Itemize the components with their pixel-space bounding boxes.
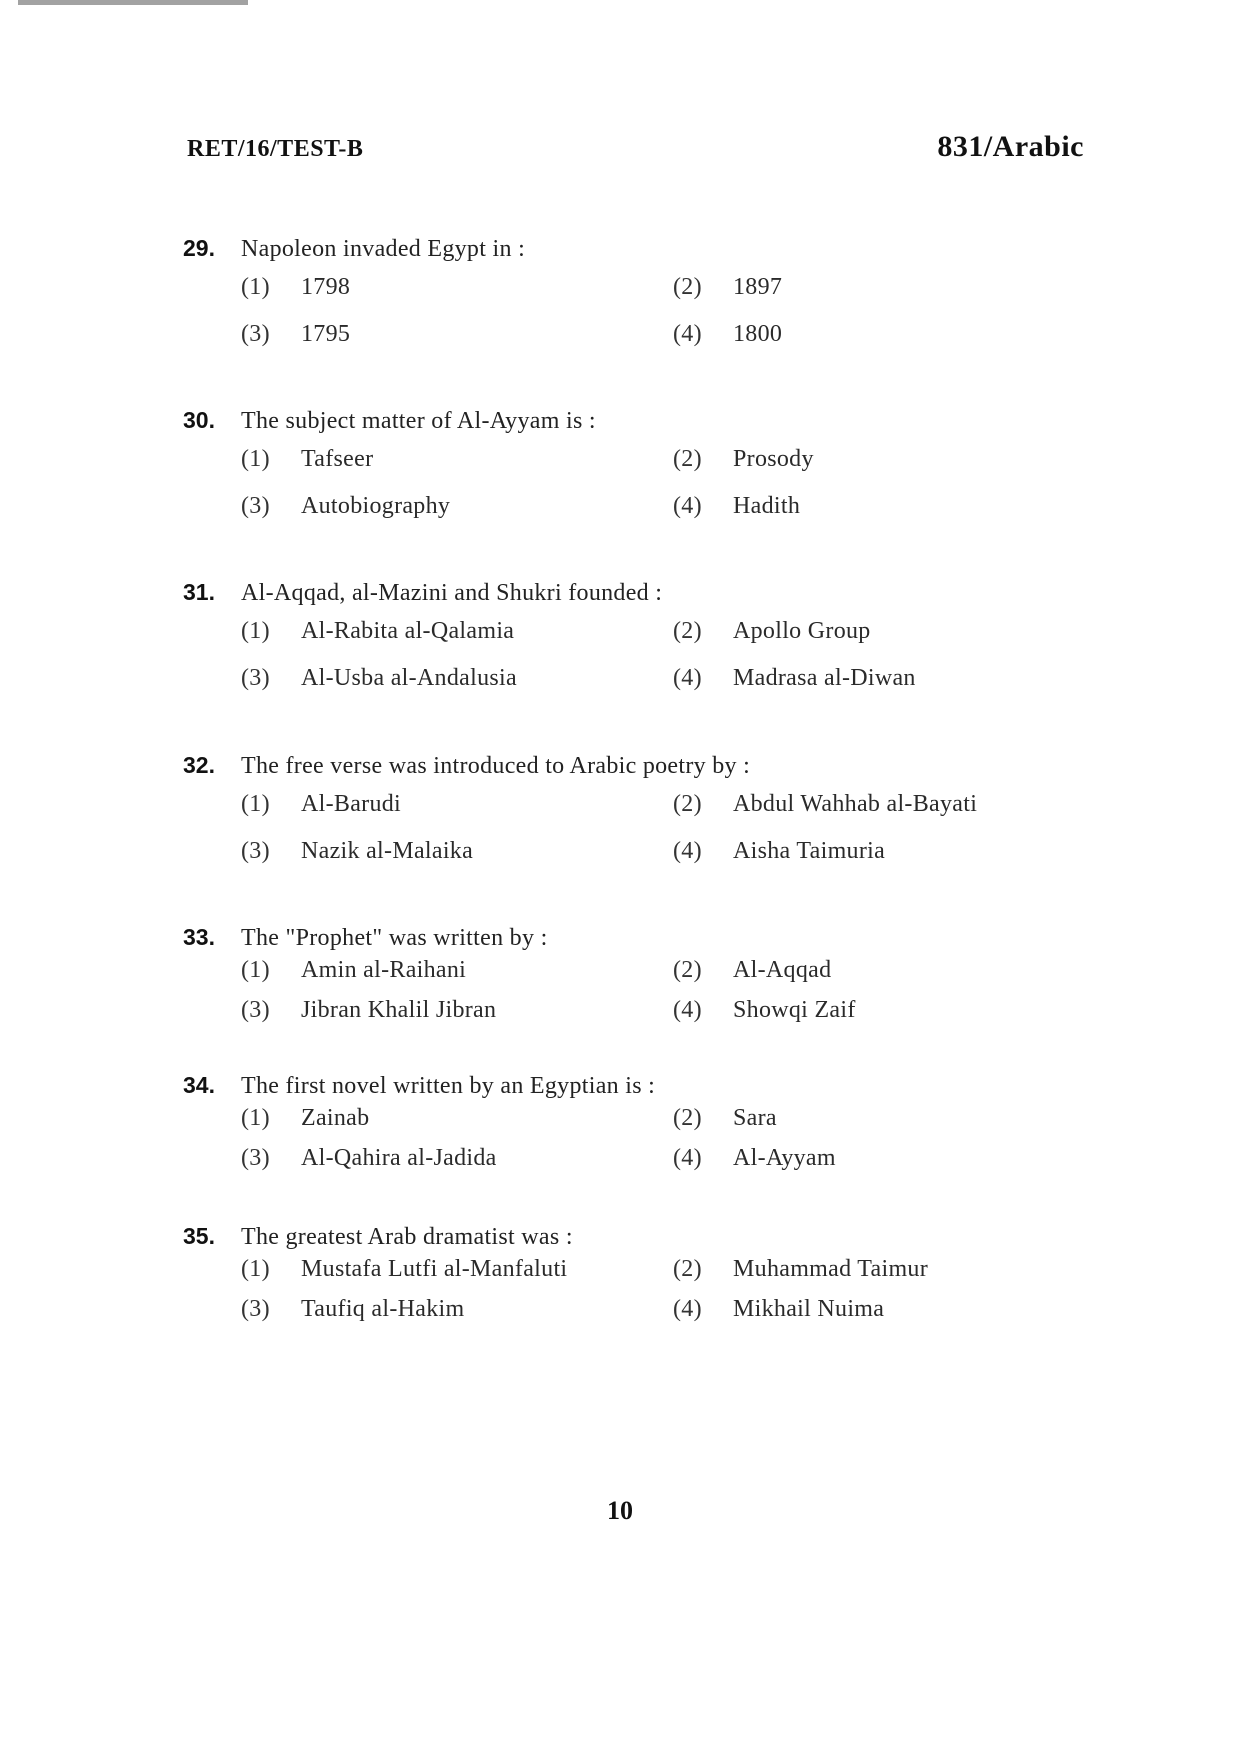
question-33: [183, 917, 1083, 1037]
option-3: [241, 1145, 673, 1185]
option-text: Al-Aqqad: [733, 957, 832, 983]
option-label: (3): [241, 997, 270, 1023]
option-label: (2): [673, 957, 702, 983]
option-text: Amin al-Raihani: [301, 957, 467, 983]
option-label: (1): [241, 1105, 270, 1131]
option-text: 1795: [301, 321, 351, 347]
option-4: [673, 838, 885, 878]
option-label: (1): [241, 1256, 270, 1282]
question-number: 29.: [183, 235, 215, 261]
option-2: [673, 1256, 928, 1296]
option-label: (2): [673, 1105, 702, 1131]
option-text: Al-Barudi: [301, 791, 402, 817]
option-3: [241, 321, 673, 361]
option-3: [241, 1296, 673, 1336]
question-number: 31.: [183, 579, 215, 605]
question-number: 32.: [183, 752, 215, 778]
question-number: 33.: [183, 924, 215, 950]
option-1: [241, 274, 673, 321]
test-code: RET/16/TEST-B: [187, 136, 364, 162]
option-label: (4): [673, 493, 702, 519]
option-3: [241, 665, 673, 705]
option-1: [241, 791, 673, 838]
option-text: Al-Usba al-Andalusia: [301, 665, 517, 691]
option-label: (2): [673, 446, 702, 472]
subject-code: 831/Arabic: [937, 130, 1084, 163]
option-text: Jibran Khalil Jibran: [301, 997, 497, 1023]
option-label: (3): [241, 493, 270, 519]
option-2: [673, 446, 814, 493]
question-text: The subject matter of Al-Ayyam is :: [241, 408, 596, 434]
option-text: Muhammad Taimur: [733, 1256, 929, 1282]
option-text: Al-Qahira al-Jadida: [301, 1145, 497, 1171]
option-4: [673, 1296, 884, 1336]
option-label: (3): [241, 1145, 270, 1171]
option-label: (4): [673, 997, 702, 1023]
option-text: Abdul Wahhab al-Bayati: [733, 791, 978, 817]
option-2: [673, 274, 782, 321]
option-text: Sara: [733, 1105, 777, 1131]
option-text: Autobiography: [301, 493, 451, 519]
scan-artifact: [18, 0, 248, 5]
option-label: (2): [673, 274, 702, 300]
option-text: Madrasa al-Diwan: [733, 665, 916, 691]
option-label: (3): [241, 665, 270, 691]
option-label: (3): [241, 321, 270, 347]
question-number: 30.: [183, 407, 215, 433]
option-label: (2): [673, 1256, 702, 1282]
option-3: [241, 997, 673, 1037]
option-label: (3): [241, 1296, 270, 1322]
question-34: [183, 1065, 1083, 1185]
option-4: [673, 493, 800, 533]
option-1: [241, 446, 673, 493]
option-label: (1): [241, 618, 270, 644]
option-label: (4): [673, 1145, 702, 1171]
option-text: Zainab: [301, 1105, 370, 1131]
option-label: (1): [241, 791, 270, 817]
option-label: (4): [673, 321, 702, 347]
option-4: [673, 321, 782, 361]
option-text: Mikhail Nuima: [733, 1296, 885, 1322]
question-text: Al-Aqqad, al-Mazini and Shukri founded :: [241, 580, 663, 606]
option-text: Tafseer: [301, 446, 374, 472]
option-label: (1): [241, 957, 270, 983]
option-text: Mustafa Lutfi al-Manfaluti: [301, 1256, 568, 1282]
option-text: 1897: [733, 274, 783, 300]
option-label: (4): [673, 1296, 702, 1322]
option-label: (2): [673, 791, 702, 817]
option-label: (3): [241, 838, 270, 864]
option-label: (1): [241, 274, 270, 300]
question-number: 35.: [183, 1223, 215, 1249]
option-2: [673, 618, 871, 665]
option-text: Aisha Taimuria: [733, 838, 886, 864]
option-2: [673, 791, 977, 838]
option-1: [241, 1105, 673, 1145]
option-text: 1798: [301, 274, 351, 300]
option-4: [673, 665, 916, 705]
question-text: The greatest Arab dramatist was :: [241, 1224, 573, 1250]
option-2: [673, 1105, 777, 1145]
question-30: [183, 400, 1083, 533]
option-text: Apollo Group: [733, 618, 871, 644]
question-text: The "Prophet" was written by :: [241, 925, 548, 951]
option-3: [241, 493, 673, 533]
option-1: [241, 618, 673, 665]
option-text: Al-Rabita al-Qalamia: [301, 618, 515, 644]
question-text: The first novel written by an Egyptian is :: [241, 1073, 656, 1099]
option-text: Showqi Zaif: [733, 997, 856, 1023]
question-text: The free verse was introduced to Arabic poetry by :: [241, 753, 751, 779]
option-text: Al-Ayyam: [733, 1145, 836, 1171]
question-32: [183, 745, 1083, 878]
option-text: 1800: [733, 321, 783, 347]
question-text: Napoleon invaded Egypt in :: [241, 236, 526, 262]
option-text: Hadith: [733, 493, 801, 519]
page-number: 10: [607, 1496, 633, 1525]
option-label: (4): [673, 838, 702, 864]
option-4: [673, 1145, 836, 1185]
question-29: [183, 228, 1083, 361]
option-text: Nazik al-Malaika: [301, 838, 474, 864]
option-label: (4): [673, 665, 702, 691]
option-1: [241, 1256, 673, 1296]
option-3: [241, 838, 673, 878]
question-number: 34.: [183, 1072, 215, 1098]
option-label: (1): [241, 446, 270, 472]
option-1: [241, 957, 673, 997]
question-31: [183, 572, 1083, 705]
question-35: [183, 1216, 1083, 1336]
option-text: Taufiq al-Hakim: [301, 1296, 465, 1322]
option-label: (2): [673, 618, 702, 644]
option-2: [673, 957, 831, 997]
option-4: [673, 997, 856, 1037]
option-text: Prosody: [733, 446, 814, 472]
